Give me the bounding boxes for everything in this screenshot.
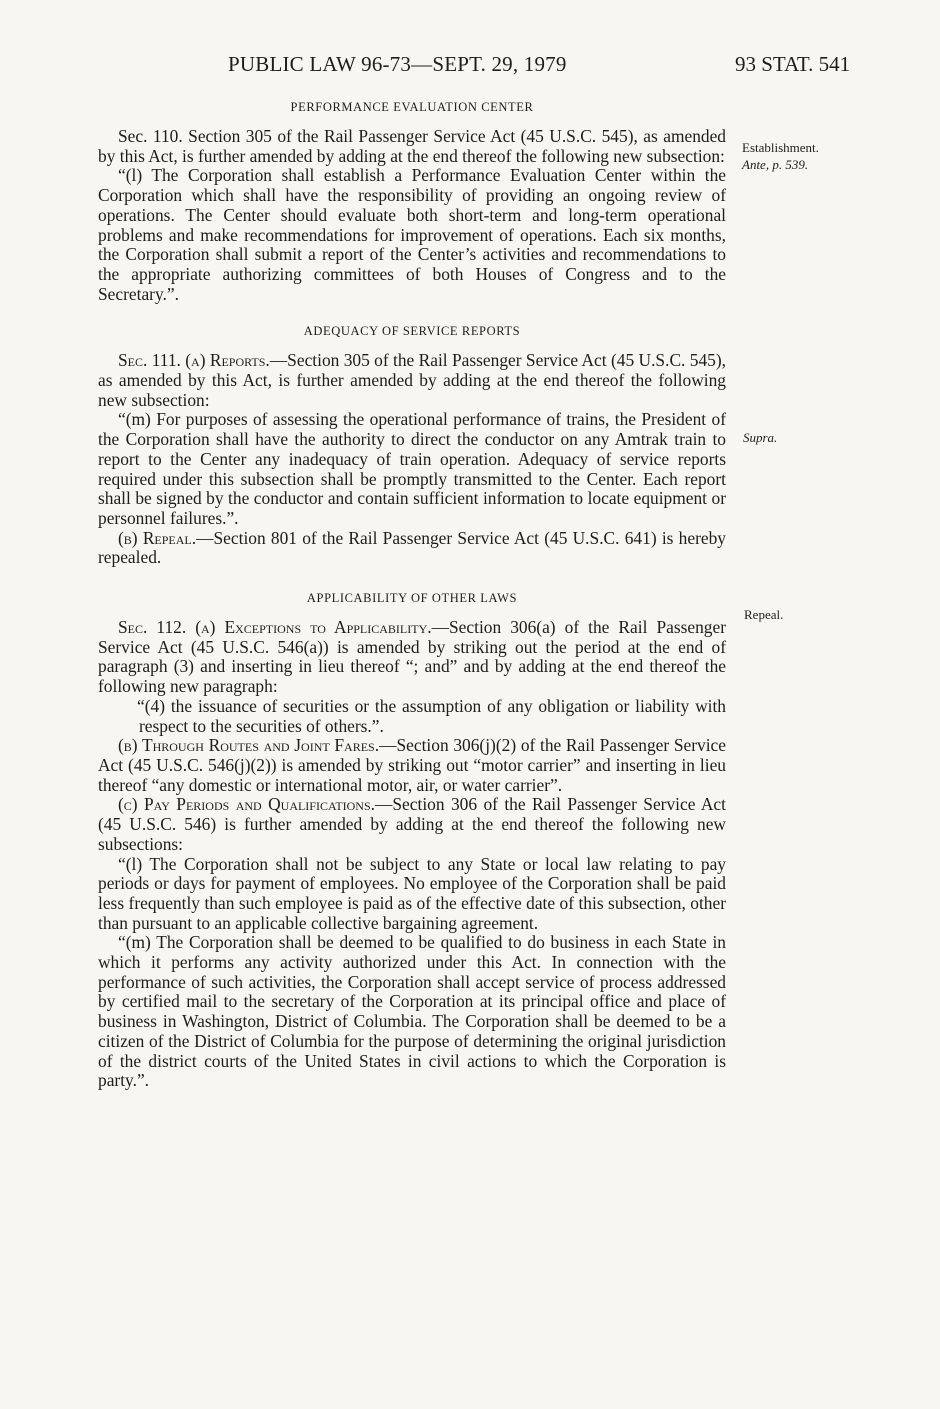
section-110-heading: PERFORMANCE EVALUATION CENTER	[290, 100, 534, 114]
section-111-paragraph-3: (b) Repeal.—Section 801 of the Rail Passenger Service Act (45 U.S.C. 641) is hereby repealed.	[98, 527, 726, 568]
section-112-b-lead: (b) Through Routes and Joint Fares.	[118, 735, 380, 756]
section-110-paragraph-2: “(l) The Corporation shall establish a Performance Evaluation Center within the Corporation which shall have the responsibility of providing an ongoing review of operations. The Center should evaluate both short-term and long-term operational problems and make recommendations for improvement of operations. Each six months, the Corporation shall submit a report of the Center’s activities and recommendations to the appropriate authorizing committees of both Houses of Congress and to the Secretary.”.	[98, 165, 726, 304]
margin-note-establishment: Establishment.	[742, 140, 819, 155]
document-body	[98, 100, 726, 1091]
page-header	[0, 52, 940, 84]
section-111-b-lead: (b) Repeal.	[118, 527, 197, 548]
section-111-paragraph-2: “(m) For purposes of assessing the operational performance of trains, the President of the Corporation shall have the authority to direct the conductor on any Amtrak train to report to the Center any inadequacy of train operation. Adequacy of service reports required under this subsection shall be promptly transmitted to the Center. Each report shall be signed by the conductor and contain sufficient information to locate equipment or personnel failures.”.	[98, 409, 726, 528]
section-112-paragraph-4: (c) Pay Periods and Qualifications.—Section 306 of the Rail Passenger Service Act (45 U.S.C. 546) is further amended by adding at the end thereof the following new subsections:	[98, 794, 726, 854]
margin-note-repeal: Repeal.	[744, 607, 784, 622]
margin-note-supra: Supra.	[743, 430, 778, 445]
section-112-paragraph-5: “(l) The Corporation shall not be subject to any State or local law relating to pay periods or days for payment of employees. No employee of the Corporation shall be paid less frequently than such employee is paid as of the effective date of this subsection, other than pursuant to an applicable collective bargaining agreement.	[98, 853, 726, 933]
section-110-paragraph-1: Sec. 110. Section 305 of the Rail Passenger Service Act (45 U.S.C. 545), as amended by this Act, is further amended by adding at the end thereof the following new subsection:	[98, 126, 726, 166]
section-112-paragraph-1: Sec. 112. (a) Exceptions to Applicability.—Section 306(a) of the Rail Passenger Service Act (45 U.S.C. 546(a)) is amended by striking out the period at the end of paragraph (3) and inserting in lieu thereof “; and” and by adding at the end thereof the following new paragraph:	[98, 617, 726, 697]
section-112-paragraph-3: (b) Through Routes and Joint Fares.—Section 306(j)(2) of the Rail Passenger Service Act (45 U.S.C. 546(j)(2)) is amended by striking out “motor carrier” and inserting in lieu thereof “any domestic or international motor, air, or water carrier”.	[98, 735, 726, 795]
section-112-paragraph-2: “(4) the issuance of securities or the assumption of any obligation or liability with respect to the securities of others.”.	[137, 695, 726, 736]
margin-note-ante: Ante, p. 539.	[742, 157, 809, 172]
section-112-paragraph-6: “(m) The Corporation shall be deemed to be qualified to do business in each State in which it performs any activity authorized under this Act. In connection with the performance of such activities, the Corporation shall accept service of process addressed by certified mail to the secretary of the Corporation at its principal office and place of business in Washington, District of Columbia. The Corporation shall be deemed to be a citizen of the District of Columbia for the purpose of determining the original jurisdiction of the district courts of the United States in civil actions to which the Corporation is party.”.	[98, 932, 726, 1091]
section-112-c-lead: (c) Pay Periods and Qualifications.	[118, 794, 375, 815]
section-111-heading: ADEQUACY OF SERVICE REPORTS	[303, 324, 521, 339]
section-112-a-lead: Sec. 112. (a) Exceptions to Applicability.	[118, 617, 432, 638]
stat-page-number: 93 STAT. 541	[735, 52, 851, 76]
section-111-paragraph-1: Sec. 111. (a) Reports.—Section 305 of the Rail Passenger Service Act (45 U.S.C. 545), as amended by this Act, is further amended by adding at the end thereof the following new subsection:	[98, 350, 726, 410]
law-title: PUBLIC LAW 96-73—SEPT. 29, 1979	[228, 52, 567, 76]
section-112-heading: APPLICABILITY OF OTHER LAWS	[306, 591, 518, 606]
section-111-a-lead: Sec. 111. (a) Reports.	[118, 350, 270, 371]
